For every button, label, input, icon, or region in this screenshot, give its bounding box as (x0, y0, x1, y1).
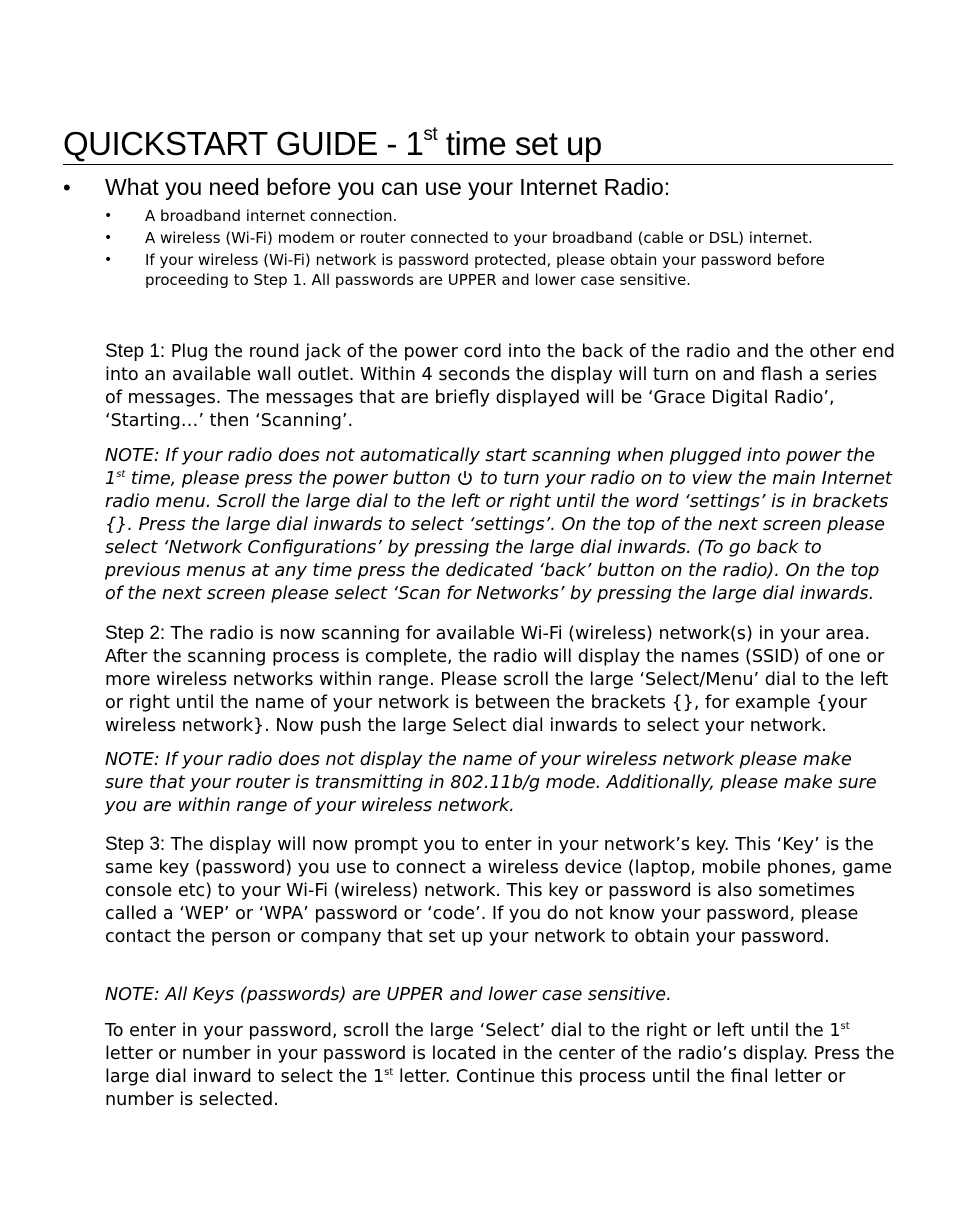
bullet-icon: • (104, 208, 113, 224)
step-3-label: Step 3: (105, 834, 166, 855)
page-title (63, 124, 893, 165)
bullet-icon: • (104, 252, 113, 268)
step-1-paragraph (105, 340, 895, 433)
list-item: • If your wireless (Wi-Fi) network is password protected, please obtain your password before proceeding to Step 1. All passwords are UPPER and lower case sensitive. (104, 251, 825, 289)
title-superscript: st (423, 124, 438, 145)
title-prefix: QUICKSTART GUIDE - 1 (63, 125, 424, 162)
note-1: NOTE: If your radio does not automatically start scanning when plugged into power the 1st time, please press the power button to turn your radio on to view the main Internet radio menu. Scroll the large dial to the left or right until the word ‘settings’ is in brackets {}. Press the large dial inwards to select ‘settings’. On the top of the next screen please select ‘Network Configurations’ by pressing the large dial inwards. (To go back to previous menus at any time press the dedicated ‘back’ button on the radio). On the top of the next screen please select ‘Scan for Networks’ by pressing the large dial inwards. (105, 446, 892, 604)
bullet-icon: • (104, 230, 113, 246)
power-icon (456, 470, 474, 486)
heading-text: What you need before you can use your Internet Radio: (105, 174, 671, 200)
note-3: NOTE: All Keys (passwords) are UPPER and lower case sensitive. (105, 985, 672, 1005)
step-1-label: Step 1: (105, 341, 166, 362)
note-2: NOTE: If your radio does not display the name of your wireless network please make sure that your router is transmitting in 802.11b/g mode. Additionally, please make sure you are within range of your wireless network. (105, 750, 877, 816)
note-1-superscript: st (116, 469, 126, 480)
heading-bullet: • (63, 175, 71, 200)
password-entry-paragraph: To enter in your password, scroll the large ‘Select’ dial to the right or left until the 1st letter or number in your password is located in the center of the radio’s display. Press the large dial inward to select the 1st letter. Continue this process until the final letter or number is selected. (105, 1021, 895, 1110)
step-2-paragraph (105, 622, 895, 738)
list-item: • A wireless (Wi-Fi) modem or router connected to your broadband (cable or DSL) internet. (104, 229, 813, 247)
step-3-text: The display will now prompt you to enter in your network’s key. This ‘Key’ is the same key (password) you use to connect a wireless device (laptop, mobile phones, game console etc) to your Wi-Fi (wireless) network. This key or password is also sometimes called a ‘WEP’ or ‘WPA’ password or ‘code’. If you do not know your password, please contact the person or company that set up your network to obtain your password. (105, 835, 893, 947)
step-2-label: Step 2: (105, 623, 166, 644)
requirements-list (104, 206, 884, 292)
requirements-heading (63, 172, 670, 203)
list-item: • A broadband internet connection. (104, 207, 398, 225)
step-3-paragraph (105, 833, 895, 949)
title-suffix: time set up (437, 125, 602, 162)
step-2-text: The radio is now scanning for available Wi-Fi (wireless) network(s) in your area. After the scanning process is complete, the radio will display the names (SSID) of one or more wireless networks within range. Please scroll the large ‘Select/Menu’ dial to the left or right until the name of your network is between the brackets {}, for example {your wireless network}. Now push the large Select dial inwards to select your network. (105, 624, 889, 736)
step-1-text: Plug the round jack of the power cord into the back of the radio and the other end into an available wall outlet. Within 4 seconds the display will turn on and flash a series of messages. The messages that are briefly displayed will be ‘Grace Digital Radio’, ‘Starting…’ then ‘Scanning’. (105, 342, 895, 431)
